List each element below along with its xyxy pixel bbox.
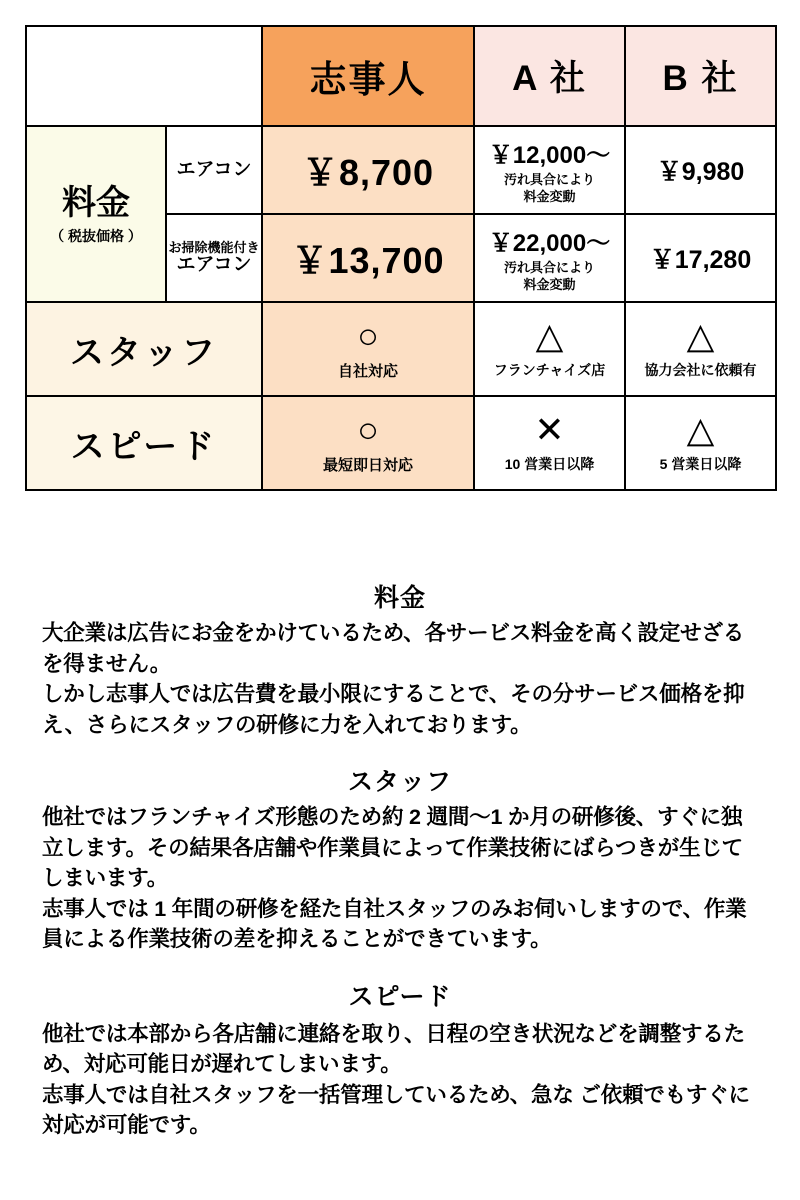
section-speed (0, 977, 800, 1141)
table-row-staff (26, 302, 776, 396)
cell-b-speed-note: 5 営業日以降 (659, 456, 742, 472)
cell-a-price-selfclean-note-line1: 汚れ具合により (503, 260, 595, 276)
section-speed-body: 他社では本部から各店舗に連絡を取り、日程の空き状況などを調整するため、対応可能日が遅れてしまいます。 志事人では自社スタッフを一括管理しているため、急な ご依頼でもすぐに対応が可能です。 (42, 1021, 750, 1138)
cross-icon: ✕ (534, 409, 565, 450)
triangle-icon: △ (686, 315, 715, 356)
cell-b-staff-note: 協力会社に依頼有 (644, 362, 757, 378)
comparison-table-wrapper (25, 25, 775, 491)
row-label-price (26, 126, 166, 302)
row-label-price-main: 料金 (62, 184, 130, 223)
section-price-heading: 料金 (373, 584, 426, 612)
header-blank-cell (26, 26, 262, 126)
section-staff-heading: スタッフ (347, 768, 452, 797)
table-header-row (26, 26, 776, 126)
cell-a-price-selfclean-amount: ￥22,000〜 (488, 230, 611, 258)
header-own-company: 志事人 (262, 26, 474, 126)
cell-b-speed (625, 396, 776, 490)
description-sections (0, 578, 800, 1163)
cell-own-speed-note: 最短即日対応 (322, 456, 413, 474)
header-company-b: B 社 (625, 26, 776, 126)
cell-a-price-selfclean (474, 214, 625, 302)
circle-icon: ○ (357, 408, 379, 450)
cell-a-price-aircon-note (475, 172, 624, 205)
table-row-price-aircon (26, 126, 776, 214)
triangle-icon: △ (535, 315, 564, 356)
sub-label-aircon: エアコン (166, 126, 262, 214)
cell-a-speed-note: 10 営業日以降 (504, 456, 595, 472)
cell-b-staff (625, 302, 776, 396)
comparison-table (25, 25, 777, 491)
row-label-price-sub: （ 税抜価格 ） (50, 227, 142, 244)
cell-a-price-aircon-note-line2: 料金変動 (523, 188, 576, 204)
cell-b-price-aircon (625, 126, 776, 214)
cell-own-staff (262, 302, 474, 396)
section-price (0, 578, 800, 740)
cell-own-speed (262, 396, 474, 490)
cell-a-price-aircon-note-line1: 汚れ具合により (503, 172, 595, 188)
cell-a-price-selfclean-note-line2: 料金変動 (523, 276, 576, 292)
section-speed-heading: スピード (348, 982, 452, 1011)
cell-b-price-selfclean-amount: ￥17,280 (649, 246, 752, 274)
row-label-staff: スタッフ (26, 302, 262, 396)
table-row-speed (26, 396, 776, 490)
sub-label-aircon-selfclean-main: エアコン (176, 254, 252, 276)
sub-label-aircon-selfclean (166, 214, 262, 302)
sub-label-aircon-selfclean-tiny: お掃除機能付き (168, 239, 260, 255)
cell-own-staff-note: 自社対応 (337, 362, 398, 380)
cell-own-price-selfclean: ￥13,700 (262, 214, 474, 302)
cell-a-price-selfclean-note (475, 260, 624, 293)
section-price-body: 大企業は広告にお金をかけているため、各サービス料金を高く設定せざるを得ません。 しかし志事人では広告費を最小限にすることで、その分サービス価格を抑え、さらにスタッフの研修に力を入れております。 (42, 621, 745, 737)
row-label-speed: スピード (26, 396, 262, 490)
header-company-a: A 社 (474, 26, 625, 126)
cell-a-speed (474, 396, 625, 490)
cell-a-staff-note: フランチャイズ店 (493, 362, 606, 378)
cell-b-price-aircon-amount: ￥9,980 (656, 158, 745, 186)
cell-a-price-aircon (474, 126, 625, 214)
cell-a-price-aircon-amount: ￥12,000〜 (488, 142, 611, 170)
cell-own-price-aircon: ￥8,700 (262, 126, 474, 214)
section-staff (0, 762, 800, 955)
circle-icon: ○ (357, 314, 379, 356)
section-staff-body: 他社ではフランチャイズ形態のため約 2 週間〜1 か月の研修後、すぐに独立します。その結果各店舗や作業員によって作業技術にばらつきが生じてしまいます。 志事人では 1 年間の研修を経た自社スタッフのみお伺いしますので、作業員による作業技術の差を抑えることができています。 (42, 805, 747, 952)
cell-b-price-selfclean (625, 214, 776, 302)
triangle-icon: △ (686, 409, 715, 450)
cell-a-staff (474, 302, 625, 396)
